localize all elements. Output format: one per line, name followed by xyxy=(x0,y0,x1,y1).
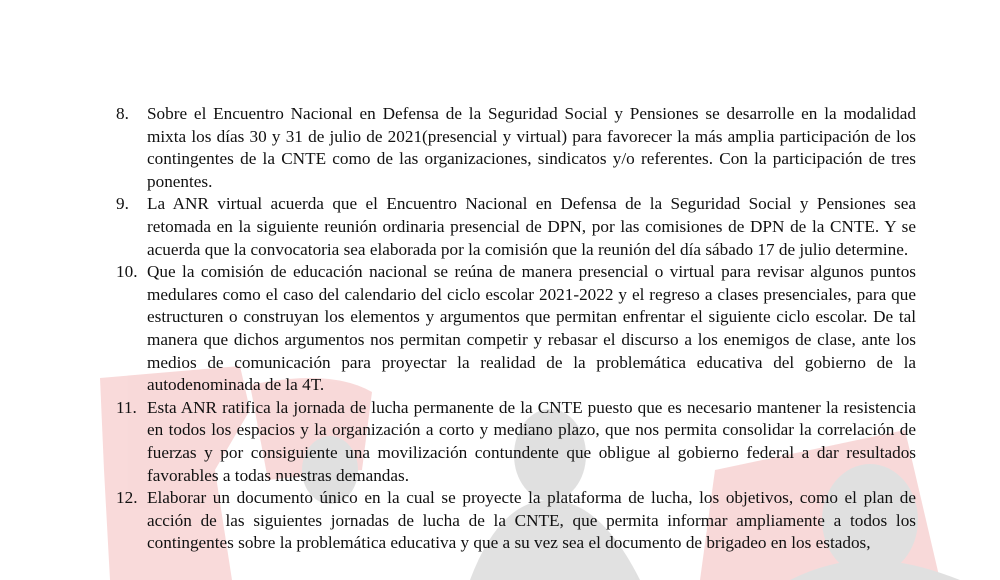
list-item xyxy=(116,397,916,487)
list-item xyxy=(116,103,916,193)
list-item xyxy=(116,261,916,397)
item-text: La ANR virtual acuerda que el Encuentro Nacional en Defensa de la Seguridad Social y Pensiones sea retomada en la siguiente reunión ordinaria presencial de DPN, por las comisiones de DPN de la CNTE. Y se acuerda que la convocatoria sea elaborada por la comisión que la reunión del día sábado 17 de julio determine. xyxy=(147,194,916,259)
item-text: Elaborar un documento único en la cual se proyecte la plataforma de lucha, los objetivos, como el plan de acción de las siguientes jornadas de lucha de la CNTE, que permita informar ampliamente a todos los contingentes sobre la problemática educativa y que a su vez sea el documento de brigadeo en los estados, xyxy=(147,488,916,553)
item-number: 8. xyxy=(116,104,129,123)
list-item xyxy=(116,193,916,261)
item-number: 11. xyxy=(116,397,137,417)
resolution-list xyxy=(116,103,916,555)
item-number: 12. xyxy=(116,488,138,508)
item-number: 9. xyxy=(116,194,129,214)
item-text: Sobre el Encuentro Nacional en Defensa de la Seguridad Social y Pensiones se desarrolle en la modalidad mixta los días 30 y 31 de julio de 2021(presencial y virtual) para favorecer la más amplia participación de los contingentes de la CNTE como de las organizaciones, sindicatos y/o referentes. Con la participación de tres ponentes. xyxy=(147,104,916,191)
item-text: Que la comisión de educación nacional se reúna de manera presencial o virtual para revisar algunos puntos medulares como el caso del calendario del ciclo escolar 2021-2022 y el regreso a clases presenciales, para que estructuren o construyan los elementos y argumentos que permitan enfrentar el siguiente ciclo escolar. De tal manera que dichos argumentos nos permitan competir y rebasar el discurso a los enemigos de clase, ante los medios de comunicación para proyectar la realidad de la problemática educativa del gobierno de la autodenominada de la 4T. xyxy=(147,262,916,395)
list-item xyxy=(116,487,916,555)
watermark-figure-body-2 xyxy=(790,560,960,580)
item-text: Esta ANR ratifica la jornada de lucha permanente de la CNTE puesto que es necesario mantener la resistencia en todos los espacios y la organización a corto y mediano plazo, que nos permita consolidar la correlación de fuerzas y por consiguiente una movilización contundente que obligue al gobierno federal a dar resultados favorables a todas nuestras demandas. xyxy=(147,397,916,485)
item-number: 10. xyxy=(116,262,138,282)
